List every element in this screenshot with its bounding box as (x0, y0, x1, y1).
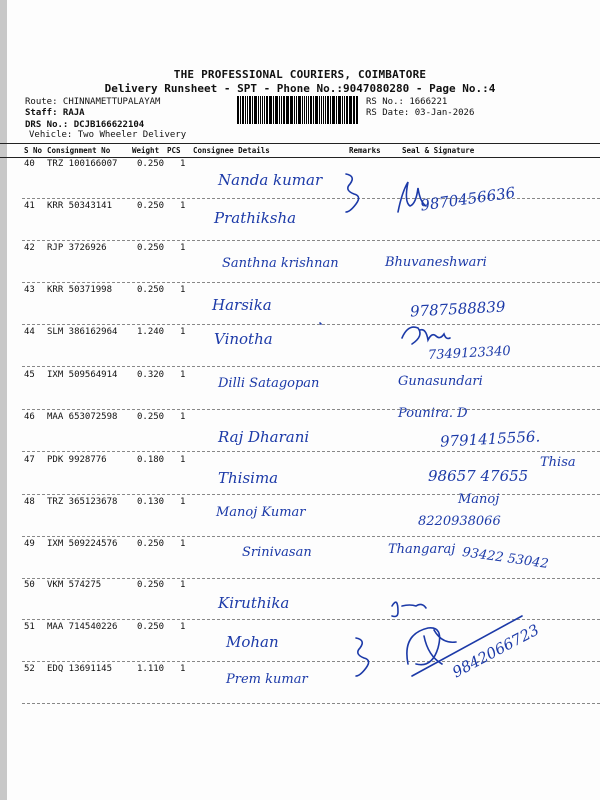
cell-weight: 1.110 (137, 664, 165, 674)
handwritten-name: Dilli Satagopan (218, 376, 320, 391)
handwritten-name: Prathiksha (214, 209, 297, 227)
handwritten-phone: 9842066723 (449, 620, 543, 682)
cell-weight: 0.320 (137, 370, 165, 380)
handwritten-phone: 93422 53042 (461, 545, 550, 572)
cell-pcs: 1 (180, 243, 186, 253)
cell-pcs: 1 (180, 159, 186, 169)
cell-consignment-no: IXM 509224576 (47, 539, 118, 549)
handwritten-name: Mohan (226, 633, 279, 651)
cell-sno: 45 (24, 370, 35, 380)
cell-sno: 41 (24, 201, 35, 211)
signature-scribble (392, 602, 426, 616)
document-subtitle: Delivery Runsheet - SPT - Phone No.:9047080280 - Page No.:4 (104, 82, 496, 95)
cell-pcs: 1 (180, 412, 186, 422)
cell-consignment-no: PDK 9928776 (47, 455, 107, 465)
cell-weight: 0.250 (137, 285, 165, 295)
cell-sno: 43 (24, 285, 35, 295)
cell-consignment-no: TRZ 100166007 (47, 159, 118, 169)
cell-sno: 40 (24, 159, 35, 169)
handwritten-phone: 9791415556. (439, 427, 541, 451)
col-weight: Weight (132, 146, 160, 155)
cell-weight: 0.250 (137, 622, 165, 632)
handwritten-name: Srinivasan (242, 545, 312, 560)
drs-number: DRS No.: DCJB166622104 (25, 120, 145, 130)
cell-consignment-no: VKM 574275 (47, 580, 102, 590)
brace-mark (356, 638, 369, 676)
cell-sno: 48 (24, 497, 35, 507)
handwritten-name: Kiruthika (218, 594, 290, 612)
cell-consignment-no: KRR 50371998 (47, 285, 113, 295)
handwritten-name: Harsika (212, 296, 272, 314)
handwritten-phone: 98657 47655 (428, 467, 529, 485)
brace-mark (346, 174, 359, 212)
handwritten-phone: 7349123340 (427, 343, 512, 364)
cell-sno: 44 (24, 327, 35, 337)
cell-sno: 52 (24, 664, 35, 674)
cell-weight: 0.250 (137, 580, 165, 590)
cell-consignment-no: MAA 714540226 (47, 622, 118, 632)
cell-consignment-no: TRZ 365123678 (47, 497, 118, 507)
cell-consignment-no: IXM 509564914 (47, 370, 118, 380)
handwritten-name: Thisima (218, 469, 279, 487)
handwritten-name: Santhna krishnan (222, 256, 339, 271)
cell-consignment-no: KRR 50343141 (47, 201, 113, 211)
handwritten-phone: 9870456636 (419, 183, 517, 215)
cell-weight: 0.250 (137, 539, 165, 549)
cell-pcs: 1 (180, 327, 186, 337)
cell-pcs: 1 (180, 370, 186, 380)
small-dot-mark (320, 323, 321, 324)
rs-number: RS No.: 1666221 (366, 97, 448, 107)
handwritten-phone: 9787588839 (409, 297, 506, 321)
col-remarks: Remarks (349, 146, 381, 155)
handwritten-name: Vinotha (214, 330, 273, 348)
cell-pcs: 1 (180, 285, 186, 295)
cell-pcs: 1 (180, 497, 186, 507)
cell-pcs: 1 (180, 622, 186, 632)
cell-consignment-no: EDQ 13691145 (47, 664, 113, 674)
col-sno: S No (24, 146, 43, 155)
cell-pcs: 1 (180, 201, 186, 211)
cell-sno: 47 (24, 455, 35, 465)
cell-weight: 0.250 (137, 201, 165, 211)
vehicle-label: Vehicle: Two Wheeler Delivery (29, 130, 187, 140)
cell-sno: 46 (24, 412, 35, 422)
cell-sno: 50 (24, 580, 35, 590)
cell-weight: 1.240 (137, 327, 165, 337)
cell-weight: 0.250 (137, 412, 165, 422)
col-seal: Seal & Signature (402, 146, 475, 155)
handwritten-signature: Bhuvaneshwari (385, 255, 487, 270)
cell-consignment-no: RJP 3726926 (47, 243, 107, 253)
cell-pcs: 1 (180, 664, 186, 674)
cell-sno: 51 (24, 622, 35, 632)
col-consignment: Consignment No (47, 146, 111, 155)
col-consignee: Consignee Details (193, 146, 270, 155)
handwritten-signature: Thisa (540, 455, 576, 470)
route-label: Route: CHINNAMETTUPALAYAM (25, 97, 161, 107)
handwritten-signature: Thangaraj (388, 542, 456, 557)
handwritten-phone: 8220938066 (418, 514, 501, 529)
cell-weight: 0.250 (137, 159, 165, 169)
staff-label: Staff: RAJA (25, 108, 85, 118)
handwritten-signature: Gunasundari (398, 374, 483, 389)
handwritten-name: Nanda kumar (218, 171, 323, 189)
document-title: THE PROFESSIONAL COURIERS, COIMBATORE (173, 68, 427, 81)
cell-consignment-no: MAA 653072598 (47, 412, 118, 422)
signature-stroke (412, 616, 522, 676)
handwritten-signature: Pounira. D (398, 406, 468, 421)
cell-pcs: 1 (180, 539, 186, 549)
cell-consignment-no: SLM 386162964 (47, 327, 118, 337)
handwritten-name: Prem kumar (226, 672, 308, 687)
cell-sno: 42 (24, 243, 35, 253)
handwritten-name: Manoj Kumar (216, 505, 306, 520)
cell-pcs: 1 (180, 455, 186, 465)
col-pcs: PCS (167, 146, 181, 155)
cell-weight: 0.130 (137, 497, 165, 507)
cell-sno: 49 (24, 539, 35, 549)
signature-scribble (398, 182, 426, 212)
cell-weight: 0.180 (137, 455, 165, 465)
handwritten-name: Raj Dharani (218, 428, 310, 446)
rs-date: RS Date: 03-Jan-2026 (366, 108, 475, 118)
signature-scribble (407, 628, 456, 665)
handwritten-signature: Manoj (458, 492, 500, 507)
cell-weight: 0.250 (137, 243, 165, 253)
signature-scribble (402, 327, 450, 344)
cell-pcs: 1 (180, 580, 186, 590)
